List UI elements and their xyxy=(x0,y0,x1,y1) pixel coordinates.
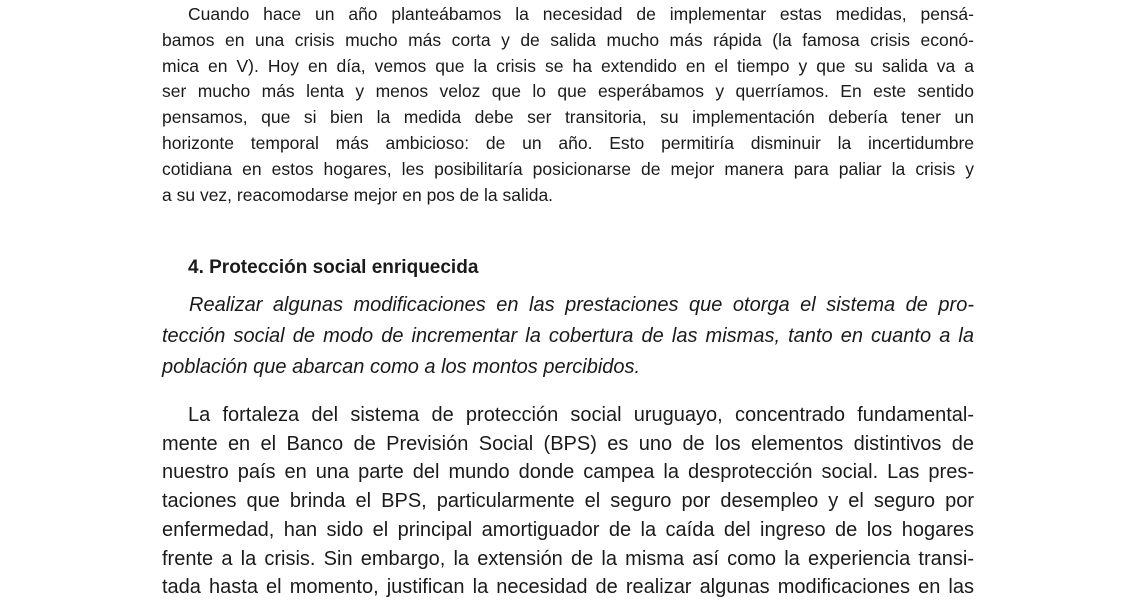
paragraph-social-protection xyxy=(162,401,974,602)
text-line: cotidiana en estos hogares, les posibilitaría posicionarse de mejor manera para paliar la crisis y xyxy=(162,158,974,179)
text-line: tección social de modo de incrementar la cobertura de las mismas, tanto en cuanto a la xyxy=(162,325,974,347)
paragraph-proposal-summary xyxy=(162,290,974,383)
text-line: mente en el Banco de Previsión Social (BPS) es uno de los elementos distintivos de xyxy=(162,432,974,455)
text-line: taciones que brinda el BPS, particularmente el seguro por desempleo y el seguro por xyxy=(162,490,974,513)
text-line: mica en V). Hoy en día, vemos que la crisis se ha extendido en el tiempo y que su salida va a xyxy=(162,55,974,76)
text-line: nuestro país en una parte del mundo donde campea la desprotección social. Las pres- xyxy=(162,461,974,484)
text-line: La fortaleza del sistema de protección social uruguayo, concentrado fundamental- xyxy=(188,404,974,426)
text-line: enfermedad, han sido el principal amortiguador de la caída del ingreso de los hogares xyxy=(162,518,974,541)
text-line: bamos en una crisis mucho más corta y de salida mucho más rápida (la famosa crisis econó- xyxy=(162,29,974,50)
text-line: horizonte temporal más ambicioso: de un año. Esto permitiría disminuir la incertidumbre xyxy=(162,132,974,153)
text-line: población que abarcan como a los montos percibidos. xyxy=(162,356,641,378)
text-line: Realizar algunas modificaciones en las prestaciones que otorga el sistema de pro- xyxy=(189,294,974,316)
text-line: tada hasta el momento, justifican la necesidad de realizar algunas modificaciones en las xyxy=(162,576,974,599)
paragraph-crisis-duration xyxy=(162,2,974,208)
text-line: ser mucho más lenta y menos veloz que lo que esperábamos y querríamos. En este sentido xyxy=(162,81,974,102)
text-line: Cuando hace un año planteábamos la necesidad de implementar estas medidas, pensá- xyxy=(188,4,974,24)
text-line: frente a la crisis. Sin embargo, la extensión de la misma así como la experiencia transi- xyxy=(162,547,974,570)
text-line: pensamos, que si bien la medida debe ser transitoria, su implementación debería tener un xyxy=(162,107,974,128)
text-line: a su vez, reacomodarse mejor en pos de la salida. xyxy=(162,184,554,205)
section-heading: 4. Protección social enriquecida xyxy=(188,257,479,278)
